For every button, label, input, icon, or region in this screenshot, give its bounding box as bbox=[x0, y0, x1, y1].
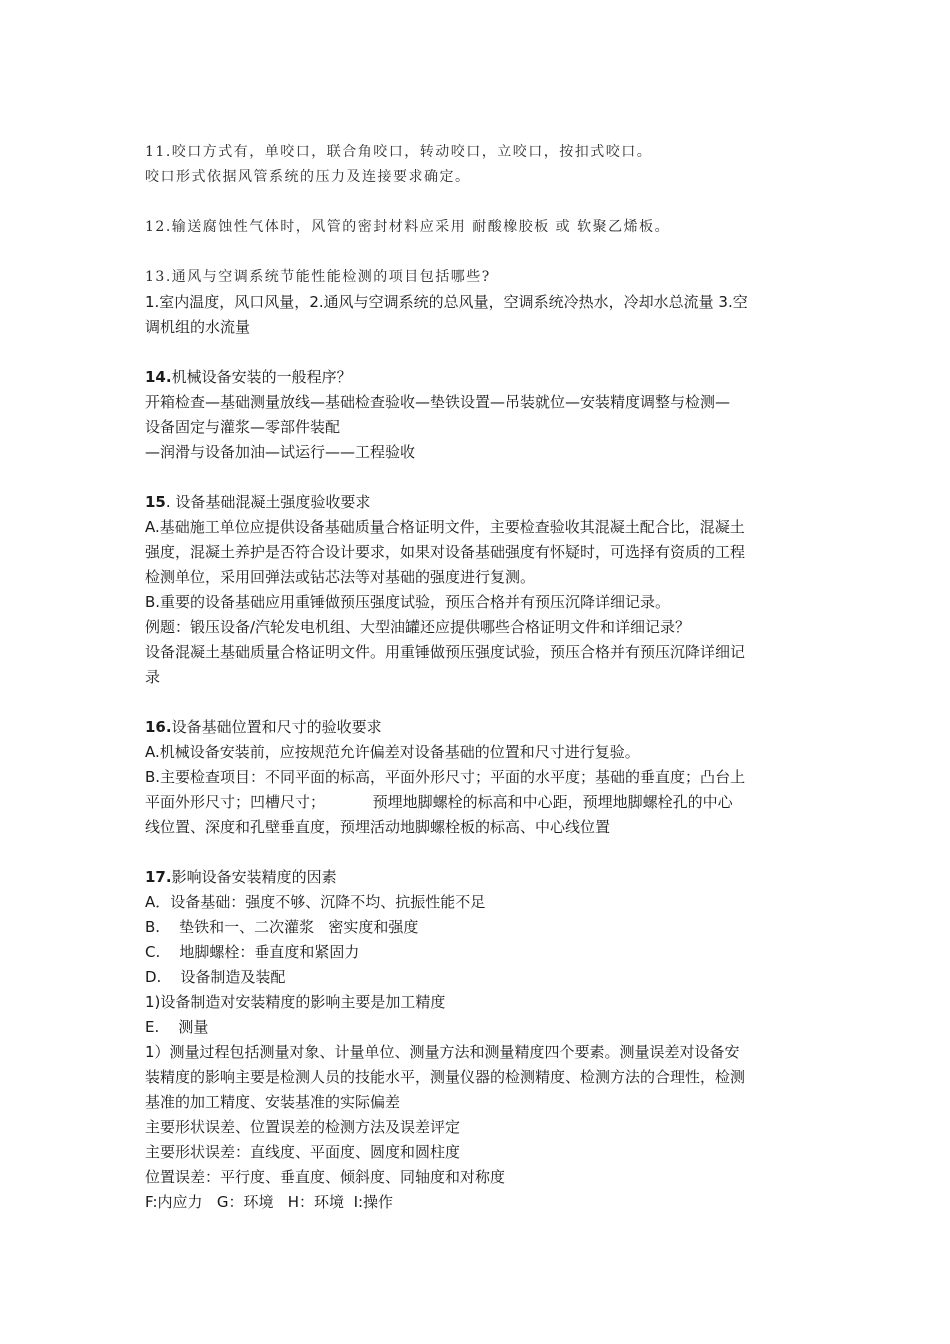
s15-title: . 设备基础混凝土强度验收要求 bbox=[165, 493, 371, 511]
s15-answer-line2: 录 bbox=[145, 668, 161, 686]
spacer bbox=[145, 340, 825, 365]
s15-heading bbox=[145, 490, 825, 515]
s17-a: A．设备基础：强度不够、沉降不均、抗振性能不足 bbox=[145, 893, 486, 911]
spacer bbox=[145, 240, 825, 265]
s17-e-line2: 装精度的影响主要是检测人员的技能水平，测量仪器的检测精度、检测方法的合理性，检测 bbox=[145, 1068, 746, 1086]
s13-title: 13.通风与空调系统节能性能检测的项目包括哪些? bbox=[145, 269, 491, 285]
s14-line2: 设备固定与灌浆—零部件装配 bbox=[145, 418, 341, 436]
s11-line1: 11.咬口方式有，单咬口，联合角咬口，转动咬口，立咬口，按扣式咬口。 bbox=[145, 144, 653, 160]
s14-title: 机械设备安装的一般程序？ bbox=[171, 368, 352, 386]
s16-title: 设备基础位置和尺寸的验收要求 bbox=[171, 718, 382, 736]
s11-line2: 咬口形式依据风管系统的压力及连接要求确定。 bbox=[145, 169, 471, 185]
s12-line1: 12.输送腐蚀性气体时，风管的密封材料应采用 耐酸橡胶板 或 软聚乙烯板。 bbox=[145, 219, 671, 235]
s14-line3: —润滑与设备加油—试运行——工程验收 bbox=[145, 443, 416, 461]
s17-title: 影响设备安装精度的因素 bbox=[171, 868, 337, 886]
s13-answer-line1: 1.室内温度，风口风量，2.通风与空调系统的总风量，空调系统冷热水，冷却水总流量 3.空 bbox=[145, 293, 748, 311]
s16-b-line3: 线位置、深度和孔壁垂直度，预埋活动地脚螺栓板的标高、中心线位置 bbox=[145, 818, 611, 836]
s14-line1: 开箱检查—基础测量放线—基础检查验收—垫铁设置—吊装就位—安装精度调整与检测— bbox=[145, 393, 731, 411]
spacer bbox=[145, 190, 825, 215]
s16-number: 16. bbox=[145, 718, 172, 736]
s16-a: A.机械设备安装前，应按规范允许偏差对设备基础的位置和尺寸进行复验。 bbox=[145, 743, 640, 761]
s15-number: 15 bbox=[145, 493, 166, 511]
s17-f-line1: 主要形状误差、位置误差的检测方法及误差评定 bbox=[145, 1118, 461, 1136]
s14-heading bbox=[145, 365, 825, 390]
s17-d: D. 设备制造及装配 bbox=[145, 968, 286, 986]
spacer bbox=[145, 840, 825, 865]
s17-f-line4: F:内应力 G：环境 H：环境 I:操作 bbox=[145, 1193, 394, 1211]
s15-answer-line1: 设备混凝土基础质量合格证明文件。用重锤做预压强度试验，预压合格并有预压沉降详细记 bbox=[145, 643, 746, 661]
s15-a-line2: 强度，混凝土养护是否符合设计要求，如果对设备基础强度有怀疑时，可选择有资质的工程 bbox=[145, 543, 746, 561]
s17-e-line1: 1）测量过程包括测量对象、计量单位、测量方法和测量精度四个要素。测量误差对设备安 bbox=[145, 1043, 740, 1061]
s16-heading bbox=[145, 715, 825, 740]
s17-f-line2: 主要形状误差：直线度、平面度、圆度和圆柱度 bbox=[145, 1143, 461, 1161]
s17-b: B. 垫铁和一、二次灌浆 密实度和强度 bbox=[145, 918, 419, 936]
s17-heading bbox=[145, 865, 825, 890]
s17-e: E. 测量 bbox=[145, 1018, 209, 1036]
s14-number: 14. bbox=[145, 368, 172, 386]
spacer bbox=[145, 465, 825, 490]
s17-d1: 1)设备制造对安装精度的影响主要是加工精度 bbox=[145, 993, 446, 1011]
s17-f-line3: 位置误差：平行度、垂直度、倾斜度、同轴度和对称度 bbox=[145, 1168, 506, 1186]
document-page bbox=[145, 140, 825, 1215]
s16-b-line1: B.主要检查项目：不同平面的标高，平面外形尺寸；平面的水平度；基础的垂直度；凸台上 bbox=[145, 768, 746, 786]
s17-number: 17. bbox=[145, 868, 172, 886]
s16-b-line2: 平面外形尺寸；凹槽尺寸； 预埋地脚螺栓的标高和中心距，预埋地脚螺栓孔的中心 bbox=[145, 793, 733, 811]
s15-example: 例题：锻压设备/汽轮发电机组、大型油罐还应提供哪些合格证明文件和详细记录？ bbox=[145, 618, 691, 636]
s17-e-line3: 基准的加工精度、安装基准的实际偏差 bbox=[145, 1093, 401, 1111]
s15-b-line1: B.重要的设备基础应用重锤做预压强度试验，预压合格并有预压沉降详细记录。 bbox=[145, 593, 671, 611]
s15-a-line3: 检测单位，采用回弹法或钻芯法等对基础的强度进行复测。 bbox=[145, 568, 536, 586]
s13-answer-line2: 调机组的水流量 bbox=[145, 318, 251, 336]
spacer bbox=[145, 690, 825, 715]
s15-a-line1: A.基础施工单位应提供设备基础质量合格证明文件，主要检查验收其混凝土配合比，混凝土 bbox=[145, 518, 745, 536]
s17-c: C. 地脚螺栓：垂直度和紧固力 bbox=[145, 943, 360, 961]
